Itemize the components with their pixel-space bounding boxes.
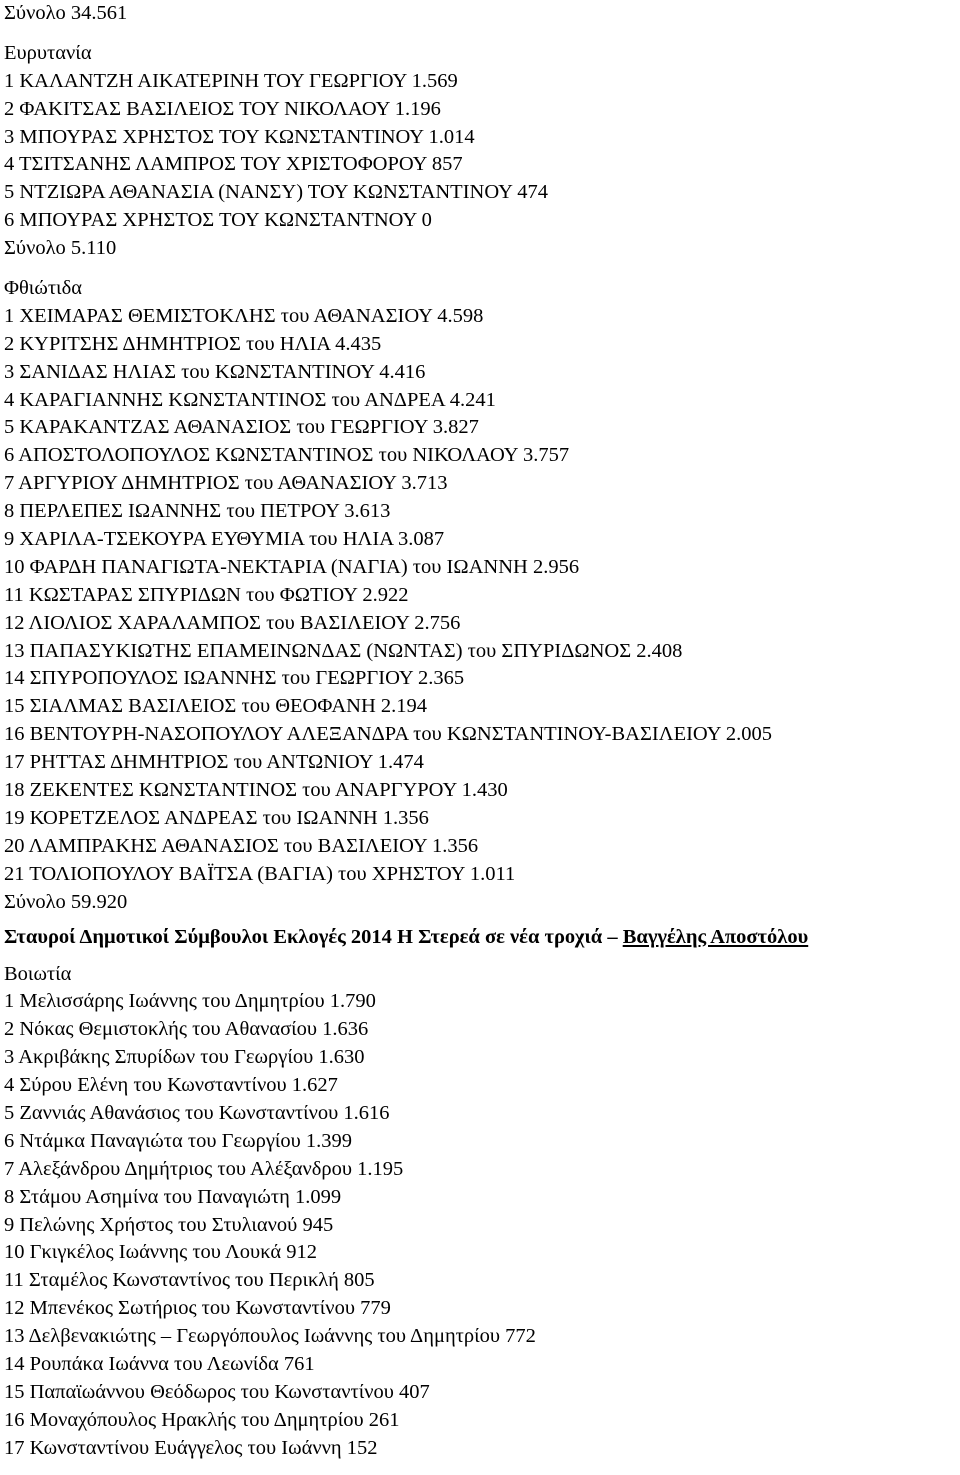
candidate-line: 16 ΒΕΝΤΟΥΡΗ-ΝΑΣΟΠΟΥΛΟΥ ΑΛΕΞΑΝΔΡΑ του ΚΩΝΣΤΑΝΤΙΝΟΥ-ΒΑΣΙΛΕΙΟΥ 2.005 (4, 723, 772, 746)
candidate-line: 11 Σταμέλος Κωνσταντίνος του Περικλή 805 (4, 1269, 375, 1292)
heading-separator: – (602, 925, 623, 948)
candidate-line: 12 ΛΙΟΛΙΟΣ ΧΑΡΑΛΑΜΠΟΣ του ΒΑΣΙΛΕΙΟΥ 2.756 (4, 611, 461, 634)
section-viotia (4, 961, 959, 1463)
candidate-line: 13 Δελβενακιώτης – Γεωργόπουλος Ιωάννης του Δημητρίου 772 (4, 1325, 536, 1348)
candidate-line: 1 Μελισσάρης Ιωάννης του Δημητρίου 1.790 (4, 990, 376, 1013)
region-title: Ευρυτανία (4, 41, 92, 64)
candidate-line: 15 ΣΙΑΛΜΑΣ ΒΑΣΙΛΕΙΟΣ του ΘΕΟΦΑΝΗ 2.194 (4, 695, 428, 718)
candidate-line: 6 ΜΠΟΥΡΑΣ ΧΡΗΣΤΟΣ ΤΟΥ ΚΩΝΣΤΑΝΤΝΟΥ 0 (4, 209, 432, 232)
region-title: Φθιώτιδα (4, 277, 82, 300)
candidate-line: 17 ΡΗΤΤΑΣ ΔΗΜΗΤΡΙΟΣ του ΑΝΤΩΝΙΟΥ 1.474 (4, 751, 424, 774)
candidate-line: 9 Πελώνης Χρήστος του Στυλιανού 945 (4, 1213, 334, 1236)
candidate-line: 18 ΖΕΚΕΝΤΕΣ ΚΩΝΣΤΑΝΤΙΝΟΣ του ΑΝΑΡΓΥΡΟΥ 1.430 (4, 779, 508, 802)
candidate-line: 7 ΑΡΓΥΡΙΟΥ ΔΗΜΗΤΡΙΟΣ του ΑΘΑΝΑΣΙΟΥ 3.713 (4, 472, 448, 495)
heading-title: Σταυροί Δημοτικοί Σύμβουλοι Εκλογές 2014 Η Στερεά σε νέα τροχιά (4, 925, 603, 948)
candidate-line: 20 ΛΑΜΠΡΑΚΗΣ ΑΘΑΝΑΣΙΟΣ του ΒΑΣΙΛΕΙΟΥ 1.356 (4, 834, 479, 857)
spacer (4, 28, 959, 40)
candidate-line: 1 ΚΑΛΑΝΤΖΗ ΑΙΚΑΤΕΡΙΝΗ ΤΟΥ ΓΕΩΡΓΙΟΥ 1.569 (4, 69, 458, 92)
candidate-line: 21 ΤΟΛΙΟΠΟΥΛΟΥ ΒΑΪΤΣΑ (ΒΑΓΙΑ) του ΧΡΗΣΤΟΥ 1.011 (4, 862, 516, 885)
candidate-line: 17 Κωνσταντίνου Ευάγγελος του Ιωάννη 152 (4, 1436, 378, 1459)
candidate-line: 1 ΧΕΙΜΑΡΑΣ ΘΕΜΙΣΤΟΚΛΗΣ του ΑΘΑΝΑΣΙΟΥ 4.598 (4, 304, 484, 327)
candidate-line: 6 ΑΠΟΣΤΟΛΟΠΟΥΛΟΣ ΚΩΝΣΤΑΝΤΙΝΟΣ του ΝΙΚΟΛΑΟΥ 3.757 (4, 444, 570, 467)
candidate-line: 8 Στάμου Ασημίνα του Παναγιώτη 1.099 (4, 1185, 342, 1208)
candidate-line: 19 ΚΟΡΕΤΖΕΛΟΣ ΑΝΔΡΕΑΣ του ΙΩΑΝΝΗ 1.356 (4, 806, 429, 829)
candidate-line: 2 Νόκας Θεμιστοκλής του Αθανασίου 1.636 (4, 1018, 369, 1041)
candidate-line: 11 ΚΩΣΤΑΡΑΣ ΣΠΥΡΙΔΩΝ του ΦΩΤΙΟΥ 2.922 (4, 583, 409, 606)
candidate-line: 16 Μοναχόπουλος Ηρακλής του Δημητρίου 261 (4, 1408, 400, 1431)
candidate-line: 6 Ντάμκα Παναγιώτα του Γεωργίου 1.399 (4, 1129, 353, 1152)
article-heading (4, 923, 959, 951)
candidate-line: 5 ΝΤΖΙΩΡΑ ΑΘΑΝΑΣΙΑ (ΝΑΝΣΥ) ΤΟΥ ΚΩΝΣΤΑΝΤΙΝΟΥ 474 (4, 181, 549, 204)
section-evrytania (4, 40, 959, 263)
candidate-line: 13 ΠΑΠΑΣΥΚΙΩΤΗΣ ΕΠΑΜΕΙΝΩΝΔΑΣ (ΝΩΝΤΑΣ) του ΣΠΥΡΙΔΩΝΟΣ 2.408 (4, 639, 683, 662)
candidate-line: 3 ΜΠΟΥΡΑΣ ΧΡΗΣΤΟΣ ΤΟΥ ΚΩΝΣΤΑΝΤΙΝΟΥ 1.014 (4, 125, 475, 148)
region-total: Σύνολο 59.920 (4, 890, 128, 913)
top-total: Σύνολο 34.561 (4, 2, 128, 24)
candidate-line: 2 ΚΥΡΙΤΣΗΣ ΔΗΜΗΤΡΙΟΣ του ΗΛΙΑ 4.435 (4, 332, 382, 355)
region-total: Σύνολο 5.110 (4, 237, 117, 260)
section-fthiotida (4, 275, 959, 916)
author-link[interactable]: Βαγγέλης Αποστόλου (622, 925, 809, 948)
candidate-line: 15 Παπαϊωάννου Θεόδωρος του Κωνσταντίνου 407 (4, 1380, 430, 1403)
candidate-line: 9 ΧΑΡΙΛΑ-ΤΣΕΚΟΥΡΑ ΕΥΘΥΜΙΑ του ΗΛΙΑ 3.087 (4, 528, 445, 551)
document (4, 0, 959, 1463)
candidate-line: 5 ΚΑΡΑΚΑΝΤΖΑΣ ΑΘΑΝΑΣΙΟΣ του ΓΕΩΡΓΙΟΥ 3.827 (4, 416, 479, 439)
candidate-line: 3 Ακριβάκης Σπυρίδων του Γεωργίου 1.630 (4, 1046, 365, 1069)
candidate-line: 10 ΦΑΡΔΗ ΠΑΝΑΓΙΩΤΑ-ΝΕΚΤΑΡΙΑ (ΝΑΓΙΑ) του ΙΩΑΝΝΗ 2.956 (4, 555, 580, 578)
spacer (4, 263, 959, 275)
candidate-line: 5 Ζαννιάς Αθανάσιος του Κωνσταντίνου 1.616 (4, 1101, 390, 1124)
region-title: Βοιωτία (4, 962, 72, 985)
candidate-line: 14 ΣΠΥΡΟΠΟΥΛΟΣ ΙΩΑΝΝΗΣ του ΓΕΩΡΓΙΟΥ 2.365 (4, 667, 465, 690)
candidate-line: 3 ΣΑΝΙΔΑΣ ΗΛΙΑΣ του ΚΩΝΣΤΑΝΤΙΝΟΥ 4.416 (4, 360, 426, 383)
candidate-line: 10 Γκιγκέλος Ιωάννης του Λουκά 912 (4, 1241, 317, 1264)
candidate-line: 7 Αλεξάνδρου Δημήτριος του Αλέξανδρου 1.195 (4, 1157, 404, 1180)
candidate-line: 4 Σύρου Ελένη του Κωνσταντίνου 1.627 (4, 1074, 338, 1097)
candidate-line: 4 ΚΑΡΑΓΙΑΝΝΗΣ ΚΩΝΣΤΑΝΤΙΝΟΣ του ΑΝΔΡΕΑ 4.241 (4, 388, 496, 411)
candidate-line: 14 Ρουπάκα Ιωάννα του Λεωνίδα 761 (4, 1352, 315, 1375)
candidate-line: 4 ΤΣΙΤΣΑΝΗΣ ΛΑΜΠΡΟΣ ΤΟΥ ΧΡΙΣΤΟΦΟΡΟΥ 857 (4, 153, 463, 176)
candidate-line: 8 ΠΕΡΛΕΠΕΣ ΙΩΑΝΝΗΣ του ΠΕΤΡΟΥ 3.613 (4, 500, 391, 523)
candidate-line: 12 Μπενέκος Σωτήριος του Κωνσταντίνου 779 (4, 1297, 391, 1320)
candidate-line: 2 ΦΑΚΙΤΣΑΣ ΒΑΣΙΛΕΙΟΣ ΤΟΥ ΝΙΚΟΛΑΟΥ 1.196 (4, 97, 441, 120)
